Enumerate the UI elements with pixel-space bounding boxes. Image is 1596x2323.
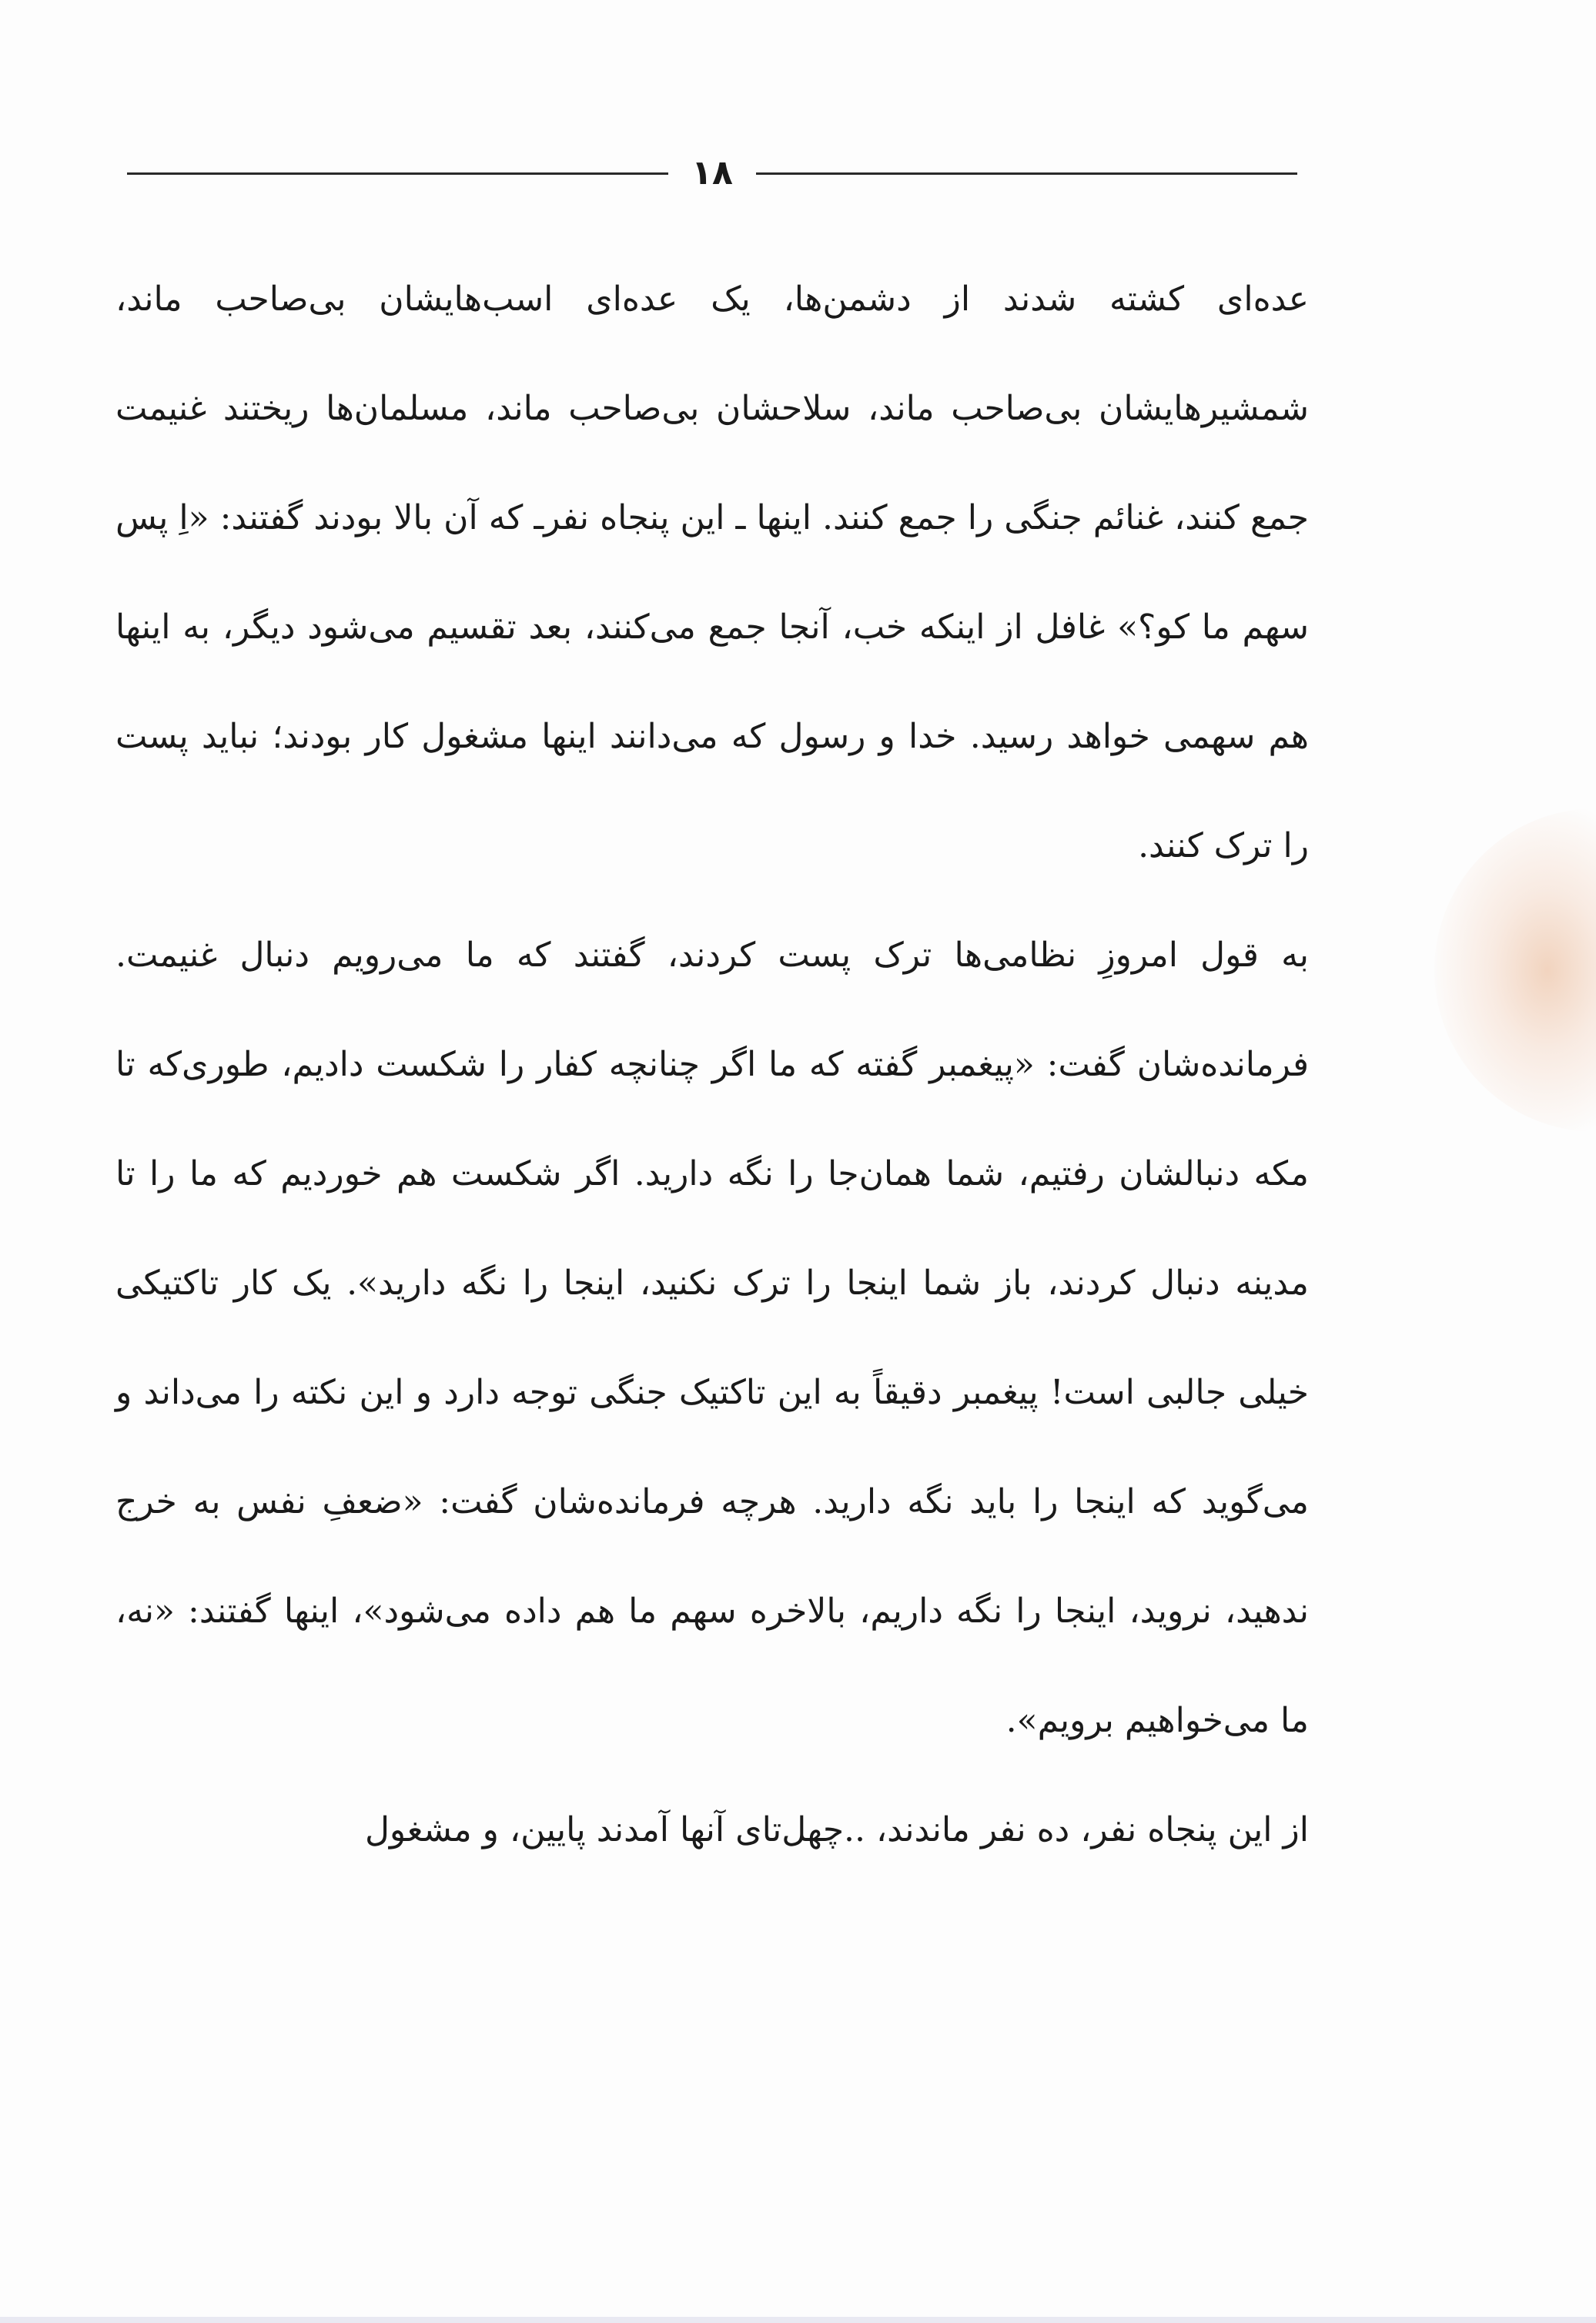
paragraph-3: از این پنجاه نفر، ده نفر ماندند، ..چهل‌تای آنها آمدند پایین، و مشغول [364,1810,1309,1849]
paragraph-1: عده‌ای کشته شدند از دشمن‌ها، یک عده‌ای اسب‌هایشان بی‌صاحب ماند، شمشیرهایشان بی‌صاحب ماند، سلاحشان بی‌صاحب ماند، مسلمان‌ها ریختند غنیمت جمع کنند، غنائم جنگی را جمع کنند. اینها ـ این پنجاه نفرـ که آن بالا بودند گفتند: «اِ پس سهم ما کو؟» غافل از اینکه خب، آنجا جمع می‌کنند، بعد تقسیم می‌شود دیگر، به اینها هم سهمی خواهد رسید. خدا و رسول که می‌دانند اینها مشغول کار بودند؛ نباید پست را ترک کنند. [115,279,1309,865]
page-edge-stain [1434,808,1596,1132]
page-header [127,150,1297,196]
page-number: ۱۸ [691,153,733,192]
page-bottom-edge [0,2317,1596,2323]
body-text [115,245,1309,1885]
header-rule-right [756,172,1297,175]
header-rule-left [127,172,668,175]
paragraph-2: به قول امروزِ نظامی‌ها ترک پست کردند، گفتند که ما می‌رویم دنبال غنیمت. فرمانده‌شان گفت: «پیغمبر گفته که ما اگر چنانچه کفار را شکست دادیم، طوری‌که تا مکه دنبالشان رفتیم، شما همان‌جا را نگه دارید. اگر شکست هم خوردیم که ما را تا مدینه دنبال کردند، باز شما اینجا را ترک نکنید، اینجا را نگه دارید». یک کار تاکتیکی خیلی جالبی است! پیغمبر دقیقاً به این تاکتیک جنگی توجه دارد و این نکته را می‌داند و می‌گوید که اینجا را باید نگه دارید. هرچه فرمانده‌شان گفت: «ضعفِ نفس به خرج ندهید، نروید، اینجا را نگه داریم، بالاخره سهم ما هم داده می‌شود»، اینها گفتند: «نه، ما می‌خواهیم برویم». [115,936,1309,1740]
